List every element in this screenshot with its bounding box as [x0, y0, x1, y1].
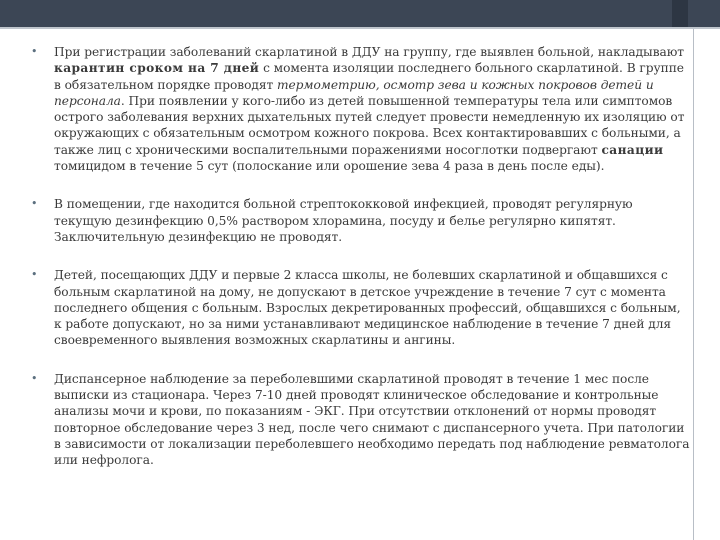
bullet-marker: • — [31, 45, 38, 58]
bullet-text-part: . При появлении у кого-либо из детей повышенной температуры тела или симптомов острого заболевания верхних дыхательных путей следует провести немедленную их изоляцию от окружающих с обязательным осмотром кожного покрова. Всех контактировавших с больными, а также лиц с хроническими воспалительными поражениями носоглотки подвергают — [54, 93, 685, 157]
bullet-text-part: Диспансерное наблюдение за переболевшими скарлатиной проводят в течение 1 мес после выписки из стационара. Через 7-10 дней проводят клиническое обследование и контрольные анализы мочи и крови, по показаниям - ЭКГ. При отсутствии отклонений от нормы проводят повторное обследование через 3 нед, после чего снимают с диспансерного учета. При патологии в зависимости от локализации переболевшего необходимо передать под наблюдение ревматолога или нефролога. — [54, 371, 690, 468]
bullet-text-part: Детей, посещающих ДДУ и первые 2 класса школы, не болевших скарлатиной и общавшихся с больным скарлатиной на дому, не допускают в детское учреждение в течение 7 сут с момента последнего общения с больным. Взрослых декретированных профессий, общавшихся с больным, к работе допускают, но за ними устанавливают медицинское наблюдение в течение 7 дней для своевременного выявления возможных скарлатины и ангины. — [54, 268, 681, 348]
bullet-text-emphasis: термометрию, осмотр зева и кожных покровов детей и персонала — [54, 77, 654, 108]
bullet-contacts — [30, 267, 690, 348]
bullet-text-strong: карантин сроком на 7 дней — [54, 61, 260, 76]
bullet-marker: • — [31, 371, 38, 385]
bullet-marker: • — [31, 268, 38, 282]
right-rule — [693, 29, 694, 540]
header-rule — [0, 27, 720, 29]
bullet-text-strong: санации — [601, 142, 664, 157]
bullet-text-part: В помещении, где находится больной стрептококковой инфекцией, проводят регулярную текущую дезинфекцию 0,5% раствором хлорамина, посуду и белье регулярно кипятят. Заключительную дезинфекцию не проводят. — [54, 197, 633, 244]
bullet-dispensary — [30, 371, 690, 469]
bullet-quarantine — [30, 44, 690, 174]
slide-content — [30, 44, 690, 469]
bullet-marker: • — [31, 197, 38, 211]
header-bar — [0, 0, 720, 27]
bullet-disinfection — [30, 196, 690, 245]
header-accent — [672, 0, 688, 27]
bullet-text-part: с момента изоляции последнего больного скарлатиной. В группе в обязательном порядке проводят — [54, 61, 684, 92]
bullet-text-part: При регистрации заболеваний скарлатиной в ДДУ на группу, где выявлен больной, накладывают — [54, 45, 684, 59]
bullet-text-part: томицидом в течение 5 сут (полоскание или орошение зева 4 раза в день после еды). — [54, 159, 605, 174]
